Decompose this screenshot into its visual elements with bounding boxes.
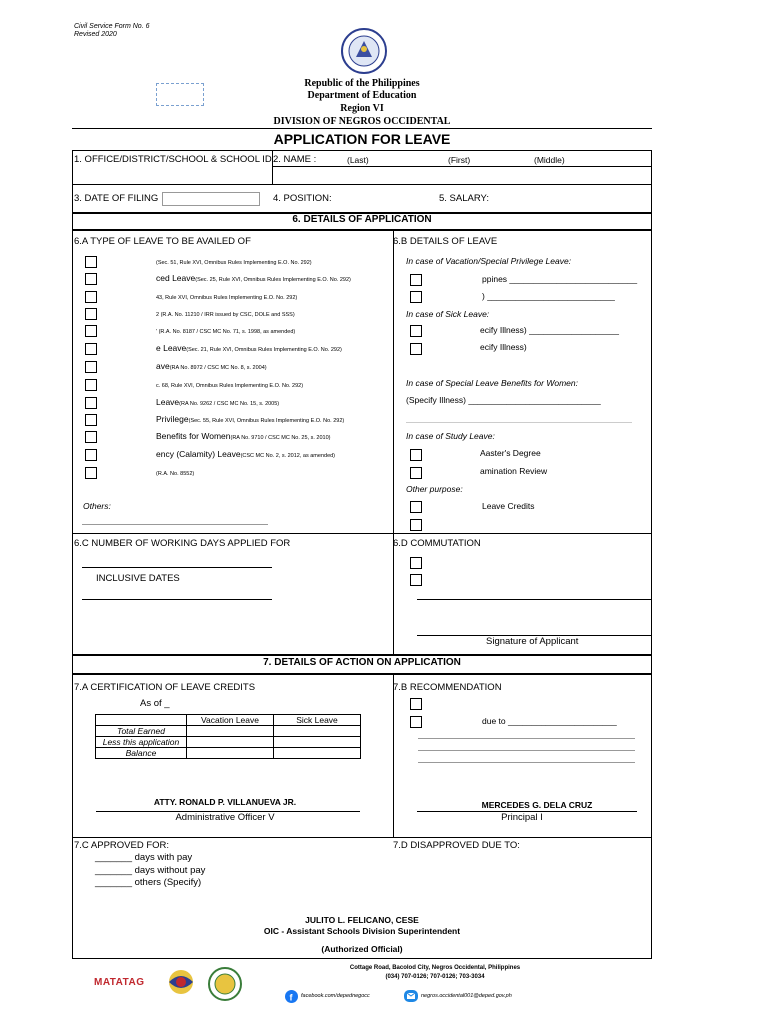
section-7-header: 7. DETAILS OF ACTION ON APPLICATION — [263, 657, 461, 668]
others-label: Others: — [83, 501, 111, 511]
section-6a-title: 6.A TYPE OF LEAVE TO BE AVAILED OF — [74, 236, 251, 247]
email-icon — [404, 990, 418, 1002]
for-disapproval-checkbox[interactable] — [410, 716, 422, 728]
vacation-within-checkbox[interactable] — [410, 274, 422, 286]
admin-officer-name: ATTY. RONALD P. VILLANUEVA JR. — [153, 797, 297, 807]
table-corner — [96, 715, 187, 726]
official-name: JULITO L. FELICANO, CESE — [305, 915, 419, 925]
leave-type-checkbox[interactable] — [85, 467, 97, 479]
study-bar-label: amination Review — [480, 466, 548, 476]
leave-type-checkbox[interactable] — [85, 431, 97, 443]
as-of-label: As of _ — [140, 698, 170, 709]
total-earned-sick[interactable] — [274, 726, 361, 737]
footer-phone: (034) 707-0126; 707-0126; 703-3034 — [385, 974, 485, 980]
row-divider — [72, 184, 652, 185]
total-earned-vacation[interactable] — [187, 726, 274, 737]
leave-type-reference: c. 68, Rule XVI, Omnibus Rules Implementing E.O. No. 292) — [156, 383, 304, 389]
position-label: 4. POSITION: — [273, 193, 332, 204]
less-sick[interactable] — [274, 737, 361, 748]
leave-type-item — [156, 447, 390, 462]
leave-type-checkbox[interactable] — [85, 379, 97, 391]
study-masters-label: Aaster's Degree — [480, 448, 541, 458]
principal-title: Principal I — [501, 812, 543, 823]
column-divider — [393, 675, 394, 837]
first-name-label: (First) — [448, 155, 471, 165]
leave-type-item — [156, 323, 390, 338]
official-role: (Authorized Official) — [321, 944, 403, 954]
section-6-header: 6. DETAILS OF APPLICATION — [292, 214, 432, 225]
leave-type-item — [156, 377, 390, 392]
last-name-label: (Last) — [347, 155, 369, 165]
study-head: In case of Study Leave: — [406, 431, 495, 441]
leave-type-name: Leave — [156, 397, 180, 407]
salary-label: 5. SALARY: — [439, 193, 489, 204]
middle-name-label: (Middle) — [534, 155, 565, 165]
form-revision: Revised 2020 — [74, 31, 117, 38]
row-balance: Balance — [96, 748, 187, 759]
vacation-abroad-label: ) ___________________________ — [482, 291, 615, 301]
form-title: APPLICATION FOR LEAVE — [273, 131, 451, 147]
row-divider — [72, 654, 652, 656]
reason-line-3[interactable] — [418, 762, 635, 763]
sick-outpatient-checkbox[interactable] — [410, 343, 422, 355]
section-7b-title: 7.B RECOMMENDATION — [393, 682, 502, 693]
principal-name: MERCEDES G. DELA CRUZ — [481, 800, 593, 810]
leave-type-item — [156, 429, 390, 444]
leave-type-reference: (R.A. No. 8552) — [156, 471, 195, 477]
col-sick: Sick Leave — [274, 715, 361, 726]
row-less-application: Less this application — [96, 737, 187, 748]
leave-type-item — [156, 289, 390, 304]
leave-type-name: ced Leave — [156, 273, 196, 283]
leave-type-name: ave — [156, 361, 170, 371]
commutation-not-requested-checkbox[interactable] — [410, 557, 422, 569]
official-title: OIC - Assistant Schools Division Superintendent — [263, 926, 461, 936]
leave-type-reference: (RA No. 9262 / CSC MC No. 15, s. 2005) — [179, 401, 280, 407]
leave-type-checkbox[interactable] — [85, 361, 97, 373]
region-label: Region VI — [340, 103, 384, 114]
leave-type-checkbox[interactable] — [85, 325, 97, 337]
leave-type-reference: (RA No. 8972 / CSC MC No. 8, s. 2004) — [169, 365, 267, 371]
section-6d-title: 6.D COMMUTATION — [393, 538, 481, 549]
republic-label: Republic of the Philippines — [304, 78, 420, 89]
vacation-abroad-checkbox[interactable] — [410, 291, 422, 303]
row-total-earned: Total Earned — [96, 726, 187, 737]
sick-hospital-label: ecify Illness) ___________________ — [480, 325, 619, 335]
department-label: Department of Education — [307, 90, 417, 101]
days-with-pay: _______ days with pay — [95, 852, 193, 863]
leave-type-reference: 2 (R.A. No. 11210 / IRR issued by CSC, DOLE and SSS) — [156, 312, 295, 318]
leave-type-checkbox[interactable] — [85, 291, 97, 303]
email-link[interactable]: negros.occidental001@deped.gov.ph — [421, 993, 512, 999]
reason-line-2[interactable] — [418, 750, 635, 751]
balance-vacation[interactable] — [187, 748, 274, 759]
leave-type-reference: (Sec. 25, Rule XVI, Omnibus Rules Implementing E.O. No. 292) — [195, 277, 351, 283]
days-without-pay: _______ days without pay — [95, 865, 206, 876]
women-line[interactable] — [406, 422, 632, 423]
leave-type-item — [156, 465, 390, 480]
leave-type-reference: (Sec. 55, Rule XVI, Omnibus Rules Implementing E.O. No. 292) — [188, 418, 345, 424]
leave-type-item — [156, 271, 390, 286]
date-filing-label: 3. DATE OF FILING — [74, 193, 159, 204]
leave-type-item — [156, 341, 390, 356]
leave-type-item — [156, 359, 390, 374]
section-6c-title: 6.C NUMBER OF WORKING DAYS APPLIED FOR — [74, 538, 291, 549]
office-input[interactable] — [72, 166, 272, 183]
leave-type-name: ency (Calamity) Leave — [156, 449, 241, 459]
leave-type-reference: (RA No. 9710 / CSC MC No. 25, s. 2010) — [230, 435, 331, 441]
other-purpose-head: Other purpose: — [406, 484, 463, 494]
admin-officer-title: Administrative Officer V — [175, 812, 275, 823]
leave-type-name: Benefits for Women — [156, 431, 231, 441]
row-divider — [72, 533, 652, 534]
divider — [417, 599, 652, 600]
study-masters-checkbox[interactable] — [410, 449, 422, 461]
row-divider — [72, 229, 652, 231]
leave-type-name: e Leave — [156, 343, 187, 353]
leave-type-reference: (Sec. 51, Rule XVI, Omnibus Rules Implementing E.O. No. 292) — [156, 260, 312, 266]
column-divider — [393, 230, 394, 654]
row-divider — [72, 673, 652, 675]
leave-type-checkbox[interactable] — [85, 308, 97, 320]
col-vacation: Vacation Leave — [187, 715, 274, 726]
vacation-head: In case of Vacation/Special Privilege Leave: — [406, 256, 572, 266]
office-label: 1. OFFICE/DISTRICT/SCHOOL & SCHOOL ID — [74, 154, 272, 165]
leave-type-item — [156, 412, 390, 427]
women-head: In case of Special Leave Benefits for Women: — [406, 378, 578, 388]
deped-seal-icon — [338, 27, 390, 75]
leave-credits-table — [95, 714, 361, 759]
monetization-checkbox[interactable] — [410, 501, 422, 513]
matatag-logo: MATATAG — [94, 977, 145, 988]
leave-type-reference: 43, Rule XVI, Omnibus Rules Implementing E.O. No. 292) — [156, 295, 298, 301]
section-6b-title: 6.B DETAILS OF LEAVE — [393, 236, 498, 247]
working-days-line[interactable] — [82, 567, 272, 568]
reason-line-1[interactable] — [418, 738, 635, 739]
balance-sick[interactable] — [274, 748, 361, 759]
leave-type-checkbox[interactable] — [85, 343, 97, 355]
facebook-icon — [285, 990, 298, 1003]
study-bar-checkbox[interactable] — [410, 467, 422, 479]
leave-type-checkbox[interactable] — [85, 273, 97, 285]
leave-type-checkbox[interactable] — [85, 256, 97, 268]
footer-address: Cottage Road, Bacolod City, Negros Occidental, Philippines — [349, 965, 521, 971]
vacation-within-label: ppines ___________________________ — [482, 274, 638, 284]
leave-type-checkbox[interactable] — [85, 414, 97, 426]
section-7d-title: 7.D DISAPPROVED DUE TO: — [393, 840, 520, 851]
less-vacation[interactable] — [187, 737, 274, 748]
row-divider — [72, 837, 652, 838]
photo-placeholder — [156, 83, 204, 106]
leave-type-reference: ' (R.A. No. 8187 / CSC MC No. 71, s. 1998, as amended) — [156, 329, 296, 335]
signature-label: Signature of Applicant — [486, 636, 579, 647]
sick-outpatient-label: ecify Illness) — [480, 342, 527, 352]
leave-type-name: Privilege — [156, 414, 189, 424]
sick-hospital-checkbox[interactable] — [410, 325, 422, 337]
leave-type-item — [156, 254, 390, 269]
sick-head: In case of Sick Leave: — [406, 309, 490, 319]
leave-type-checkbox[interactable] — [85, 449, 97, 461]
name-input[interactable] — [273, 167, 651, 183]
divider — [72, 958, 652, 959]
leave-type-item — [156, 306, 390, 321]
leave-type-reference: (CSC MC No. 2, s. 2012, as amended) — [240, 453, 336, 459]
facebook-link[interactable]: facebook.com/depednegocc — [301, 993, 370, 999]
division-label: DIVISION OF NEGROS OCCIDENTAL — [273, 116, 451, 127]
division-seal-icon — [207, 966, 243, 1002]
commutation-requested-checkbox[interactable] — [410, 574, 422, 586]
terminal-leave-checkbox[interactable] — [410, 519, 422, 531]
monetization-label: Leave Credits — [482, 501, 535, 511]
bagong-pilipinas-logo-icon — [163, 966, 199, 1002]
section-7a-title: 7.A CERTIFICATION OF LEAVE CREDITS — [74, 682, 256, 693]
section-7c-title: 7.C APPROVED FOR: — [74, 840, 170, 851]
leave-type-checkbox[interactable] — [85, 397, 97, 409]
form-number: Civil Service Form No. 6 — [74, 23, 150, 30]
divider — [72, 128, 652, 129]
others-line[interactable] — [82, 524, 268, 525]
svg-text:f: f — [289, 992, 293, 1003]
inclusive-dates-line[interactable] — [82, 599, 272, 600]
leave-type-item — [156, 395, 390, 410]
women-illness-label: (Specify Illness) ____________________________ — [406, 395, 601, 405]
date-filing-input[interactable] — [162, 192, 260, 206]
name-label: 2. NAME : — [273, 154, 317, 165]
leave-type-reference: (Sec. 21, Rule XVI, Omnibus Rules Implementing E.O. No. 292) — [186, 347, 342, 353]
for-approval-checkbox[interactable] — [410, 698, 422, 710]
due-to-label: due to _______________________ — [482, 716, 617, 726]
inclusive-dates-label: INCLUSIVE DATES — [96, 573, 180, 584]
others-specify: _______ others (Specify) — [95, 877, 202, 888]
